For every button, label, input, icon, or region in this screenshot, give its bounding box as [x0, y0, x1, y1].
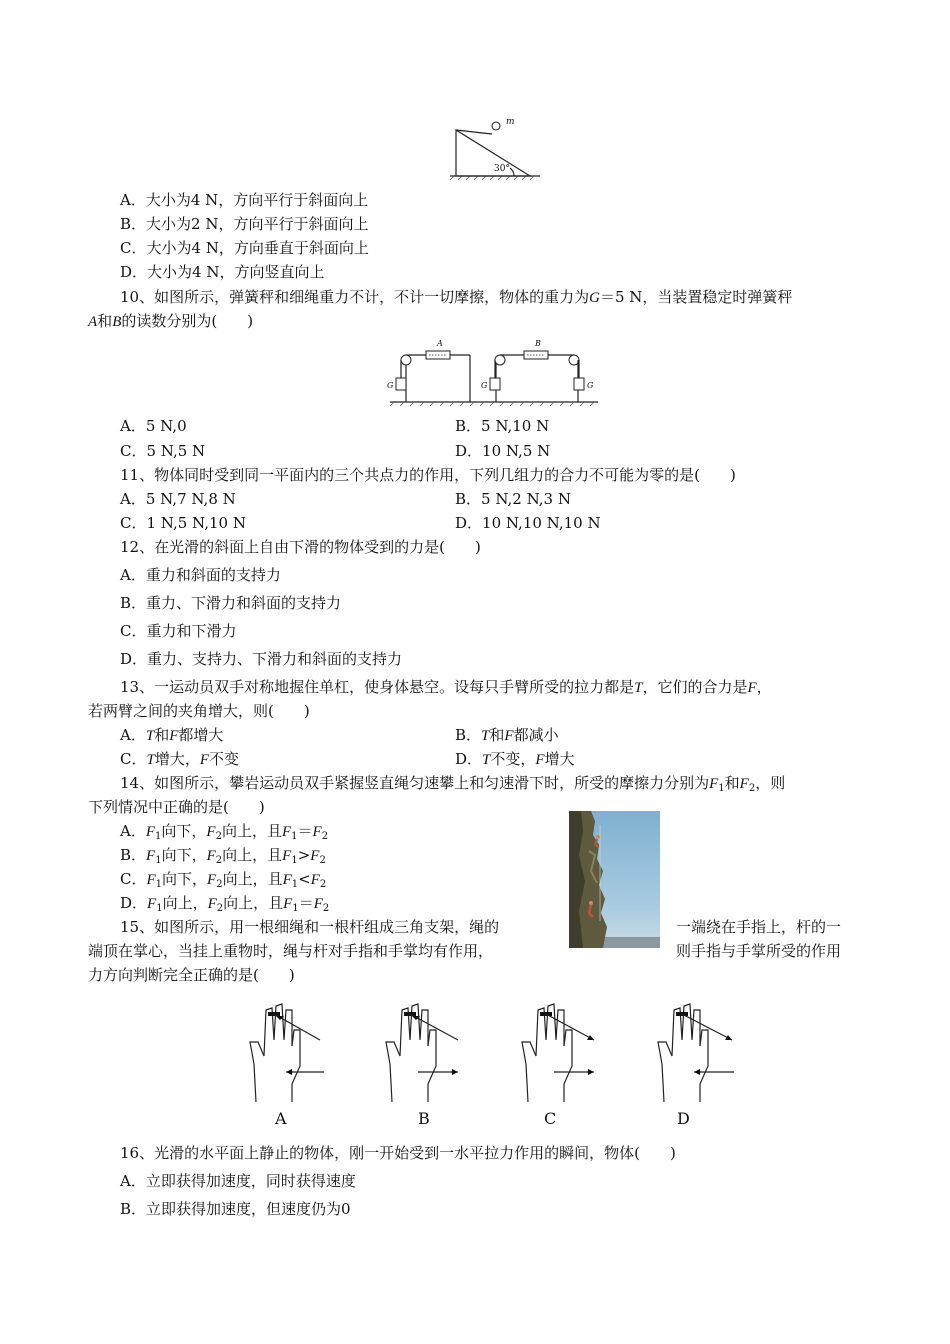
q14-option-d: [120, 893, 329, 914]
q13-option-c-t: T: [146, 752, 155, 768]
hand-label-d: D: [677, 1109, 690, 1128]
q14-b-d1: 向下，: [161, 846, 207, 864]
q14-d-f2b-sub: 2: [322, 903, 330, 914]
q10-conj: 和: [97, 312, 113, 330]
q14-d-f1b: F: [283, 896, 293, 912]
q14-stem-f2-sub: 2: [748, 783, 756, 794]
fig-label-g3: G: [587, 381, 594, 390]
q10-var-a: A: [88, 314, 98, 330]
q10-stem-line1: [120, 287, 792, 308]
q16-option-b: B．立即获得加速度，但速度仍为0: [120, 1200, 351, 1218]
q14-c-qie: 且: [267, 870, 283, 888]
q11-option-a: A．5 N,7 N,8 N: [120, 490, 236, 508]
fig-label-a: A: [437, 339, 443, 348]
hand-label-b: B: [418, 1109, 430, 1128]
q14-a-f2b: F: [312, 824, 322, 840]
q14-stem-f1: F: [709, 776, 719, 792]
q10-var-b: B: [112, 314, 122, 330]
hand-figure-a: [244, 990, 334, 1108]
q15-line1-right: 一端绕在手指上，杆的一: [676, 918, 842, 936]
q10-option-c: C．5 N,5 N: [120, 442, 206, 460]
q13-stem-pre: 13、一运动员双手对称地握住单杠，使身体悬空。设每只手臂所受的拉力都是: [120, 678, 635, 696]
q13-option-b-letter: B．: [455, 726, 482, 744]
q14-d-f1: F: [147, 896, 157, 912]
hand-figure-b: [380, 990, 470, 1108]
q14-d-d1: 向上，: [162, 894, 208, 912]
q14-b-up: 向上，: [222, 846, 268, 864]
q14-option-b: [120, 845, 326, 866]
q14-c-f2b: F: [310, 872, 320, 888]
fig-label-g1: G: [387, 381, 394, 390]
q12-option-a: A．重力和斜面的支持力: [120, 566, 281, 584]
q16-option-a: A．立即获得加速度，同时获得速度: [120, 1172, 356, 1190]
q13-option-b: [455, 725, 559, 746]
fig-label-g2: G: [481, 381, 488, 390]
q14-stem-line2: 下列情况中正确的是( ): [88, 798, 265, 816]
q14-a-f2-sub: 2: [215, 831, 222, 842]
q14-a-letter: A．: [120, 822, 146, 840]
q14-c-rel: <: [298, 870, 311, 888]
q14-c-up: 向上，: [222, 870, 268, 888]
q13-option-c: [120, 749, 239, 770]
q14-stem-pre: 14、如图所示，攀岩运动员双手紧握竖直绳匀速攀上和匀速滑下时，所受的摩擦力分别为: [120, 774, 710, 792]
q14-b-f2b-sub: 2: [319, 855, 326, 866]
q14-a-f2: F: [206, 824, 216, 840]
q14-stem-line1: [120, 773, 785, 794]
q14-a-f1b-sub: 1: [291, 831, 298, 842]
q10-option-b: B．5 N,10 N: [455, 417, 550, 435]
q13-option-b-text: 都减小: [513, 726, 559, 744]
fig-mass-label: m: [506, 117, 515, 127]
q14-b-qie: 且: [267, 846, 283, 864]
q14-c-f2-sub: 2: [216, 879, 223, 890]
q14-c-f2b-sub: 2: [319, 879, 327, 890]
q12-option-c: C．重力和下滑力: [120, 622, 237, 640]
q13-option-c-letter: C．: [120, 750, 147, 768]
q9-option-a: A．大小为4 N，方向平行于斜面向上: [120, 191, 369, 209]
q11-stem: 11、物体同时受到同一平面内的三个共点力的作用，下列几组力的合力不可能为零的是( ): [120, 466, 736, 484]
hand-figure-c: [516, 990, 606, 1108]
q14-c-f1: F: [146, 872, 156, 888]
q14-a-f2b-sub: 2: [321, 831, 329, 842]
q14-d-rel: ＝: [298, 894, 314, 912]
q13-option-d-f: F: [535, 752, 545, 768]
q15-line2-left: 端顶在掌心，当挂上重物时，绳与杆对手指和手掌均有作用，: [88, 942, 494, 960]
q14-c-f1b-sub: 1: [291, 879, 299, 890]
q12-stem: 12、在光滑的斜面上自由下滑的物体受到的力是( ): [120, 538, 481, 556]
q10-var-g: G: [589, 290, 600, 306]
q14-b-f2b: F: [310, 848, 320, 864]
q14-c-f1b: F: [282, 872, 292, 888]
q13-stem-mid: ，它们的合力是: [642, 678, 748, 696]
q14-b-f1b: F: [282, 848, 292, 864]
q11-option-b: B．5 N,2 N,3 N: [455, 490, 571, 508]
q15-line1-left: 15、如图所示，用一根细绳和一根杆组成三角支架，绳的: [120, 918, 500, 936]
q14-c-letter: C．: [120, 870, 147, 888]
q14-b-rel: >: [297, 846, 311, 864]
q14-stem-f1-sub: 1: [718, 783, 725, 794]
q13-option-d-letter: D．: [455, 750, 483, 768]
q10-option-d: D．10 N,5 N: [455, 442, 551, 460]
q14-d-f1b-sub: 1: [292, 903, 299, 914]
fig-angle-label: 30°: [494, 164, 510, 174]
q13-stem-line1: [120, 677, 772, 698]
q13-var-f: F: [747, 680, 757, 696]
q14-c-f1-sub: 1: [155, 879, 163, 890]
q13-var-t: T: [634, 680, 643, 696]
q12-option-b: B．重力、下滑力和斜面的支持力: [120, 594, 342, 612]
q9-option-b: B．大小为2 N，方向平行于斜面向上: [120, 215, 369, 233]
q14-a-f1b: F: [281, 824, 292, 840]
q13-option-d: [455, 749, 575, 770]
q15-line3: 力方向判断完全正确的是( ): [88, 966, 295, 984]
q13-stem-line2: 若两臂之间的夹角增大，则( ): [88, 702, 310, 720]
q13-option-a-t: T: [145, 728, 155, 744]
q10-stem-end: 的读数分别为( ): [121, 312, 254, 330]
rock-climber-photo: [569, 811, 660, 948]
q13-option-d-mid: 不变，: [490, 750, 536, 768]
hand-label-c: C: [544, 1109, 557, 1128]
q14-c-d1: 向下，: [162, 870, 208, 888]
q12-option-d: D．重力、支持力、下滑力和斜面的支持力: [120, 650, 403, 668]
q14-a-rel: ＝: [297, 822, 313, 840]
q13-option-b-he: 和: [489, 726, 505, 744]
q13-option-a-f: F: [169, 728, 179, 744]
q14-stem-post: ，则: [755, 774, 786, 792]
q14-d-f1-sub: 1: [156, 903, 163, 914]
q14-d-letter: D．: [120, 894, 148, 912]
q13-stem-post: ，: [756, 678, 772, 696]
q13-option-c-mid: 增大，: [154, 750, 200, 768]
q14-a-d1: 向下，: [161, 822, 207, 840]
q13-option-a-he: 和: [154, 726, 170, 744]
q14-b-f2-sub: 2: [215, 855, 223, 866]
q14-a-up: 向上，: [221, 822, 267, 840]
q13-option-a-letter: A．: [120, 726, 146, 744]
q13-option-b-f: F: [504, 728, 514, 744]
hand-label-a: A: [275, 1109, 287, 1128]
q13-option-d-t: T: [482, 752, 491, 768]
q13-option-b-t: T: [481, 728, 490, 744]
q14-b-f1: F: [146, 848, 156, 864]
q15-line2-right: 则手指与手掌所受的作用: [676, 942, 842, 960]
q13-option-a: [120, 725, 223, 746]
q10-option-a: A．5 N,0: [120, 417, 187, 435]
q13-option-d-text: 增大: [544, 750, 575, 768]
q14-d-f2b: F: [313, 896, 323, 912]
q14-stem-he: 和: [724, 774, 740, 792]
q14-a-f1-sub: 1: [155, 831, 162, 842]
q14-option-c: [120, 869, 326, 890]
q16-stem: 16、光滑的水平面上静止的物体，刚一开始受到一水平拉力作用的瞬间，物体( ): [120, 1144, 676, 1162]
q13-option-c-text: 不变: [209, 750, 240, 768]
q10-stem-post: ＝5 N，当装置稳定时弹簧秤: [599, 288, 793, 306]
q10-stem-line2: [88, 311, 253, 332]
q11-option-d: D．10 N,10 N,10 N: [455, 514, 601, 532]
q14-c-f2: F: [207, 872, 217, 888]
q14-d-up: 向上，: [223, 894, 269, 912]
fig-label-b: B: [535, 339, 541, 348]
q14-a-qie: 且: [266, 822, 282, 840]
q13-option-c-f: F: [199, 752, 210, 768]
q14-stem-f2: F: [739, 776, 749, 792]
q14-b-f1b-sub: 1: [291, 855, 298, 866]
q14-option-a: [120, 821, 328, 842]
q11-option-c: C．1 N,5 N,10 N: [120, 514, 246, 532]
q10-stem-pre: 10、如图所示，弹簧秤和细绳重力不计，不计一切摩擦，物体的重力为: [120, 288, 590, 306]
q13-option-a-text: 都增大: [178, 726, 224, 744]
q14-d-qie: 且: [268, 894, 284, 912]
q14-b-f2: F: [206, 848, 216, 864]
hand-figure-d: [652, 990, 742, 1108]
spring-scale-figure: [388, 338, 600, 410]
q14-b-f1-sub: 1: [155, 855, 162, 866]
q9-option-d: D．大小为4 N，方向竖直向上: [120, 263, 325, 281]
q14-d-f2-sub: 2: [216, 903, 224, 914]
q14-a-f1: F: [145, 824, 156, 840]
q14-d-f2: F: [207, 896, 217, 912]
q9-option-c: C．大小为4 N，方向垂直于斜面向上: [120, 239, 369, 257]
q14-b-letter: B．: [120, 846, 147, 864]
